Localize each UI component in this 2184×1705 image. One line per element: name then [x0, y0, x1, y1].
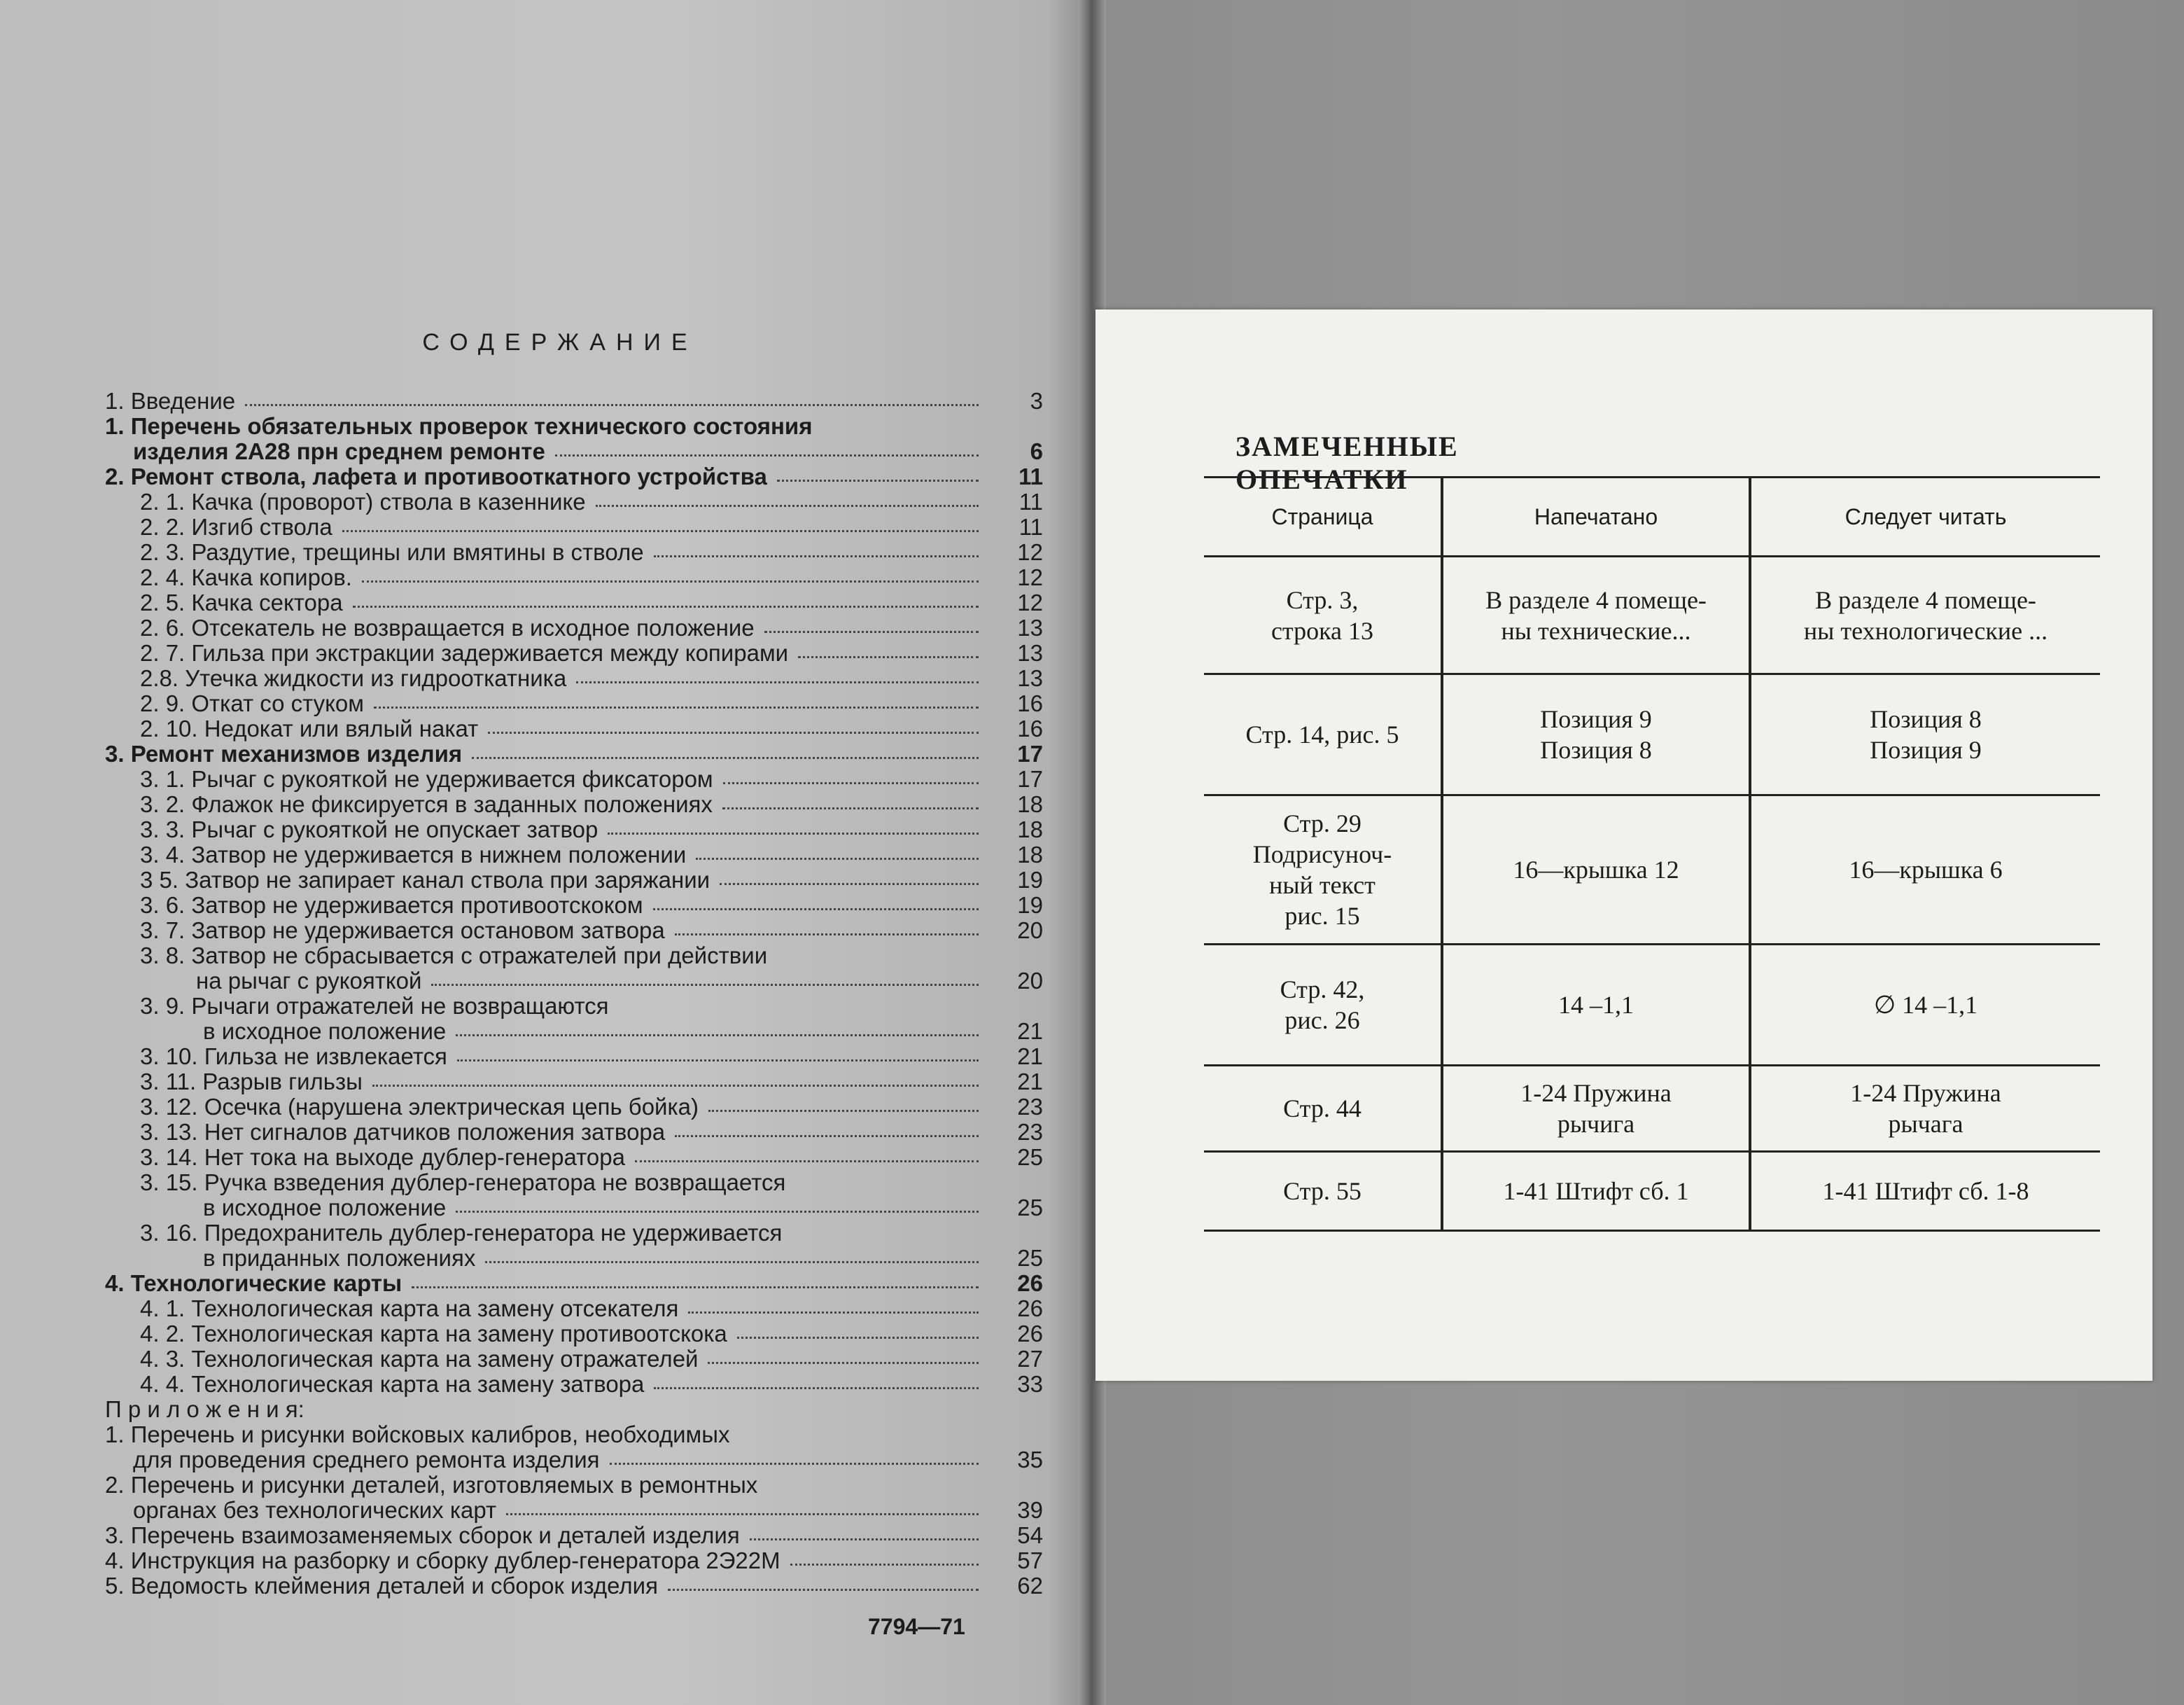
toc-entry-page: 20 [1017, 917, 1043, 943]
errata-cell-printed [1442, 1066, 1750, 1152]
errata-cell-line: Стр. 3, [1286, 585, 1359, 614]
toc-entry [105, 1346, 1043, 1372]
toc-entry-text: органах без технологических карт [133, 1497, 497, 1523]
errata-cell-line: 1-41 Штифт сб. 1 [1503, 1177, 1689, 1205]
errata-cell-line: Подрисуноч- [1252, 840, 1392, 868]
toc-entry-text: 3. 9. Рычаги отражателей не возвращаются [140, 993, 609, 1019]
toc-entry-text: 3. Ремонт механизмов изделия [105, 741, 463, 767]
toc-entry-text: 3. 10. Гильза не извлекается [140, 1043, 447, 1069]
errata-cell-line: В разделе 4 помеще- [1485, 585, 1707, 614]
errata-cell-line: Позиция 9 [1870, 736, 1982, 764]
toc-entry-page: 21 [1017, 1018, 1043, 1044]
toc-leader-dots [555, 450, 979, 457]
toc-entry [105, 691, 1043, 716]
toc-entry-text: 2. 5. Качка сектора [140, 590, 343, 615]
toc-leader-dots [457, 1055, 979, 1062]
toc-entry [105, 1069, 1043, 1094]
toc-entry [105, 1372, 1043, 1397]
toc-entry [105, 1195, 1043, 1220]
errata-cell-correct [1750, 557, 2100, 674]
errata-row [1204, 1152, 2100, 1231]
toc-leader-dots [708, 1106, 979, 1112]
toc-entry-page: 11 [1018, 514, 1043, 540]
errata-cell-line: Стр. 42, [1280, 975, 1365, 1003]
toc-entry [105, 918, 1043, 943]
errata-row [1204, 557, 2100, 674]
errata-cell-line: рычига [1557, 1110, 1635, 1138]
toc-leader-dots [798, 652, 979, 658]
toc-entry-text: 4. Инструкция на разборку и сборку дублер-генератора 2Э22М [105, 1547, 780, 1573]
errata-cell-line: Позиция 9 [1540, 705, 1652, 733]
toc-leader-dots [635, 1156, 979, 1162]
toc-entry-text: 3. 13. Нет сигналов датчиков положения затвора [140, 1119, 666, 1145]
errata-cell-line: Позиция 8 [1870, 705, 1982, 733]
toc-entry [105, 1246, 1043, 1271]
toc-entry-text: 3. 4. Затвор не удерживается в нижнем положении [140, 842, 687, 868]
toc-leader-dots [488, 728, 979, 734]
errata-card [1096, 309, 2152, 1381]
toc-entry [105, 968, 1043, 994]
toc-entry-page: 21 [1017, 1043, 1043, 1069]
toc-leader-dots [737, 1332, 979, 1339]
toc-leader-dots [790, 1559, 979, 1566]
toc-entry-text: 2. Ремонт ствола, лафета и противооткатного устройства [105, 464, 767, 489]
toc-leader-dots [653, 904, 979, 910]
toc-leader-dots [722, 803, 979, 809]
toc-entry-page: 12 [1017, 564, 1043, 590]
toc-leader-dots [372, 1080, 979, 1087]
errata-cell-page [1204, 1152, 1442, 1231]
toc-entry-text: 1. Перечень и рисунки войсковых калибров, необходимых [105, 1421, 730, 1447]
toc-entry-page: 18 [1017, 791, 1043, 817]
errata-cell-line: 14 –1,1 [1558, 991, 1634, 1019]
toc-leader-dots [764, 627, 979, 633]
toc-entry-text: в приданных положениях [203, 1245, 476, 1271]
toc-entry-page: 26 [1017, 1270, 1043, 1296]
toc-leader-dots [412, 1282, 979, 1288]
toc-entry-page: 62 [1017, 1573, 1043, 1599]
toc-entry [105, 742, 1043, 767]
header-correct: Следует читать [1750, 478, 2100, 557]
toc-entry [105, 540, 1043, 565]
header-page: Страница [1204, 478, 1442, 557]
toc-entry [105, 1170, 1043, 1195]
toc-entry [105, 1296, 1043, 1321]
toc-entry-text: в исходное положение [203, 1195, 447, 1220]
toc-entry [105, 1321, 1043, 1346]
toc-entry-page: 20 [1017, 968, 1043, 994]
errata-cell-line: рычага [1888, 1110, 1963, 1138]
toc-entry-page: 23 [1017, 1094, 1043, 1120]
toc-entry-text: 3. 3. Рычаг с рукояткой не опускает затвор [140, 816, 598, 842]
toc-entry-text: 2. 3. Раздутие, трещины или вмятины в стволе [140, 539, 644, 565]
toc-entry-text: 4. 3. Технологическая карта на замену отражателей [140, 1346, 699, 1372]
toc-entry [105, 1498, 1043, 1523]
toc-entry [105, 716, 1043, 742]
toc-entry-text: для проведения среднего ремонта изделия [133, 1447, 600, 1473]
errata-row [1204, 674, 2100, 795]
toc-leader-dots [750, 1534, 979, 1540]
errata-cell-printed [1442, 674, 1750, 795]
errata-cell-correct [1750, 674, 2100, 795]
toc-leader-dots [608, 828, 979, 835]
toc-entry [105, 515, 1043, 540]
toc-entry-text: 1. Перечень обязательных проверок технического состояния [105, 413, 813, 439]
toc-entry-page: 57 [1017, 1547, 1043, 1573]
toc-leader-dots [576, 677, 979, 683]
toc-entry [105, 1094, 1043, 1120]
errata-cell-line: Стр. 55 [1283, 1177, 1362, 1205]
toc-entry [105, 1523, 1043, 1548]
toc-entry-text: 2. 6. Отсекатель не возвращается в исходное положение [140, 615, 755, 641]
toc-entry-text: 2. 9. Откат со стуком [140, 690, 364, 716]
toc-entry [105, 1422, 1043, 1447]
toc-entry-page: 6 [1030, 438, 1043, 464]
errata-cell-line: ны технические... [1501, 616, 1691, 645]
errata-row [1204, 1066, 2100, 1152]
toc-entry [105, 792, 1043, 817]
toc-leader-dots [654, 1383, 979, 1389]
errata-cell-page [1204, 795, 1442, 945]
errata-cell-line: рис. 15 [1284, 902, 1360, 930]
toc-leader-dots [431, 980, 979, 986]
toc-entry [105, 389, 1043, 414]
toc-leader-dots [675, 929, 979, 935]
errata-row [1204, 795, 2100, 945]
toc-leader-dots [720, 879, 979, 885]
toc-entry [105, 1548, 1043, 1573]
toc-leader-dots [472, 753, 979, 759]
errata-cell-correct [1750, 1152, 2100, 1231]
toc-leader-dots [506, 1509, 979, 1515]
errata-cell-page [1204, 1066, 1442, 1152]
toc-entry [105, 1145, 1043, 1170]
toc-entry-page: 19 [1017, 867, 1043, 893]
toc-entry-page: 33 [1017, 1371, 1043, 1397]
errata-cell-line: ный текст [1269, 871, 1376, 899]
errata-cell-line: В разделе 4 помеще- [1815, 585, 2036, 614]
toc-leader-dots [668, 1585, 979, 1591]
toc-entry-page: 13 [1017, 665, 1043, 691]
toc-entry [105, 590, 1043, 615]
toc-entry [105, 1271, 1043, 1296]
toc-entry [105, 943, 1043, 968]
toc-entry [105, 666, 1043, 691]
errata-cell-line: 1-41 Штифт сб. 1-8 [1822, 1177, 2029, 1205]
toc-entry [105, 994, 1043, 1019]
toc-leader-dots [723, 778, 979, 784]
toc-leader-dots [485, 1257, 979, 1263]
toc-leader-dots [342, 526, 979, 532]
toc-entry-page: 26 [1017, 1321, 1043, 1346]
toc-leader-dots [708, 1358, 979, 1364]
errata-cell-line: Стр. 44 [1283, 1094, 1362, 1122]
errata-cell-line: Стр. 29 [1283, 809, 1362, 837]
toc-entry [105, 439, 1043, 464]
errata-cell-page [1204, 945, 1442, 1066]
toc-entry-page: 19 [1017, 892, 1043, 918]
toc-leader-dots [610, 1459, 979, 1465]
toc-entry-page: 25 [1017, 1195, 1043, 1220]
toc-leader-dots [456, 1030, 979, 1036]
toc-entry-page: 18 [1017, 842, 1043, 868]
toc-leader-dots [245, 400, 979, 406]
errata-cell-correct [1750, 1066, 2100, 1152]
toc-entry-page: 35 [1017, 1447, 1043, 1473]
toc-entry-page: 11 [1018, 489, 1043, 515]
toc-entry-text: изделия 2А28 прн среднем ремонте [133, 438, 545, 464]
toc-leader-dots [596, 501, 979, 507]
toc-title: СОДЕРЖАНИЕ [422, 329, 698, 356]
toc-entry [105, 1220, 1043, 1246]
toc-entry [105, 489, 1043, 515]
errata-cell-line: 1-24 Пружина [1850, 1079, 2001, 1107]
toc-entry-page: 16 [1017, 716, 1043, 742]
toc-entry [105, 1397, 1043, 1422]
errata-cell-correct [1750, 795, 2100, 945]
toc-entry-page: 27 [1017, 1346, 1043, 1372]
header-printed: Напечатано [1442, 478, 1750, 557]
errata-cell-printed [1442, 557, 1750, 674]
toc-entry-text: 4. 2. Технологическая карта на замену противоотскока [140, 1321, 727, 1346]
toc-entry-text: 5. Ведомость клеймения деталей и сборок изделия [105, 1573, 658, 1599]
toc-entry [105, 817, 1043, 842]
toc-entry-text: 3. 16. Предохранитель дублер-генератора не удерживается [140, 1220, 783, 1246]
errata-title: ЗАМЕЧЕННЫЕ ОПЕЧАТКИ [1236, 431, 1459, 495]
toc-entry-page: 3 [1030, 388, 1043, 414]
toc-entry [105, 842, 1043, 868]
toc-entry-text: 3. 15. Ручка взведения дублер-генератора не возвращается [140, 1169, 786, 1195]
toc-entry [105, 565, 1043, 590]
toc-entry-text: 1. Введение [105, 388, 236, 414]
toc-entry [105, 1044, 1043, 1069]
toc-entry-text: на рычаг с рукояткой [196, 968, 422, 994]
toc-entry-text: 3. 12. Осечка (нарушена электрическая цепь бойка) [140, 1094, 699, 1120]
toc-entry [105, 868, 1043, 893]
toc-entry-page: 54 [1017, 1522, 1043, 1548]
toc-entry-page: 26 [1017, 1295, 1043, 1321]
errata-cell-line: Позиция 8 [1540, 736, 1652, 764]
toc-entry [105, 767, 1043, 792]
toc-entry-text: 4. 4. Технологическая карта на замену затвора [140, 1371, 645, 1397]
toc-entry-text: 3 5. Затвор не запирает канал ствола при заряжании [140, 867, 710, 893]
toc-entry-text: 4. 1. Технологическая карта на замену отсекателя [140, 1295, 679, 1321]
toc-list [105, 389, 1043, 1599]
toc-entry-text: 3. 1. Рычаг с рукояткой не удерживается фиксатором [140, 766, 713, 792]
errata-cell-line: строка 13 [1270, 616, 1374, 645]
toc-leader-dots [777, 475, 979, 482]
errata-cell-printed [1442, 795, 1750, 945]
toc-entry [105, 464, 1043, 489]
toc-entry-page: 13 [1017, 640, 1043, 666]
errata-cell-line: Стр. 14, рис. 5 [1245, 721, 1399, 749]
errata-cell-line: ны технологические ... [1803, 616, 2048, 645]
errata-cell-line: ∅ 14 –1,1 [1873, 991, 1978, 1019]
toc-entry-page: 18 [1017, 816, 1043, 842]
toc-entry-page: 21 [1017, 1069, 1043, 1094]
errata-cell-line: 16—крышка 6 [1849, 856, 2003, 884]
toc-entry [105, 1447, 1043, 1473]
toc-leader-dots [362, 576, 979, 583]
toc-entry-page: 17 [1017, 741, 1043, 767]
toc-entry-page: 12 [1017, 590, 1043, 615]
errata-row [1204, 945, 2100, 1066]
errata-cell-line: рис. 26 [1284, 1006, 1360, 1034]
toc-leader-dots [374, 702, 979, 709]
toc-entry-text: 2. 2. Изгиб ствола [140, 514, 332, 540]
toc-entry-text: 2. 1. Качка (проворот) ствола в казеннике [140, 489, 586, 515]
toc-entry-text: в исходное положение [203, 1018, 447, 1044]
toc-entry-page: 17 [1017, 766, 1043, 792]
toc-entry-text: 3. 11. Разрыв гильзы [140, 1069, 363, 1094]
toc-entry-text: 2. 7. Гильза при экстракции задерживается между копирами [140, 640, 789, 666]
toc-entry-text: 2. 4. Качка копиров. [140, 564, 352, 590]
toc-entry [105, 1573, 1043, 1599]
toc-entry [105, 893, 1043, 918]
toc-entry-page: 12 [1017, 539, 1043, 565]
toc-entry [105, 414, 1043, 439]
toc-entry-text: 4. Технологические карты [105, 1270, 402, 1296]
toc-entry-text: 3. 2. Флажок не фиксируется в заданных положениях [140, 791, 713, 817]
toc-entry [105, 1019, 1043, 1044]
errata-cell-correct [1750, 945, 2100, 1066]
errata-cell-page [1204, 557, 1442, 674]
errata-header-row [1204, 478, 2100, 557]
toc-entry-text: П р и л о ж е н и я: [105, 1396, 304, 1422]
toc-entry-page: 11 [1018, 464, 1043, 489]
toc-entry-page: 13 [1017, 615, 1043, 641]
toc-entry-text: 3. 8. Затвор не сбрасывается с отражателей при действии [140, 942, 768, 968]
toc-leader-dots [353, 601, 979, 608]
toc-entry [105, 1473, 1043, 1498]
toc-entry [105, 641, 1043, 666]
errata-cell-page [1204, 674, 1442, 795]
errata-cell-line: 1-24 Пружина [1520, 1079, 1672, 1107]
errata-table [1204, 476, 2100, 1232]
toc-entry-text: 2. Перечень и рисунки деталей, изготовляемых в ремонтных [105, 1472, 758, 1498]
toc-entry-text: 3. Перечень взаимозаменяемых сборок и деталей изделия [105, 1522, 740, 1548]
toc-entry-page: 16 [1017, 690, 1043, 716]
toc-leader-dots [696, 854, 979, 860]
toc-entry-text: 3. 6. Затвор не удерживается противоотскоком [140, 892, 643, 918]
toc-entry-page: 39 [1017, 1497, 1043, 1523]
errata-cell-line: 16—крышка 12 [1513, 856, 1679, 884]
toc-entry-page: 25 [1017, 1144, 1043, 1170]
toc-entry-text: 3. 7. Затвор не удерживается остановом затвора [140, 917, 665, 943]
toc-leader-dots [654, 551, 979, 557]
toc-entry [105, 1120, 1043, 1145]
toc-leader-dots [456, 1206, 979, 1213]
toc-leader-dots [675, 1131, 979, 1137]
errata-cell-printed [1442, 1152, 1750, 1231]
toc-entry-page: 25 [1017, 1245, 1043, 1271]
toc-leader-dots [688, 1307, 979, 1314]
toc-entry [105, 615, 1043, 641]
toc-entry-text: 3. 14. Нет тока на выходе дублер-генератора [140, 1144, 625, 1170]
toc-entry-text: 2.8. Утечка жидкости из гидрооткатника [140, 665, 567, 691]
errata-cell-printed [1442, 945, 1750, 1066]
toc-entry-text: 2. 10. Недокат или вялый накат [140, 716, 479, 742]
print-code: 7794—71 [868, 1614, 965, 1639]
toc-entry-page: 23 [1017, 1119, 1043, 1145]
